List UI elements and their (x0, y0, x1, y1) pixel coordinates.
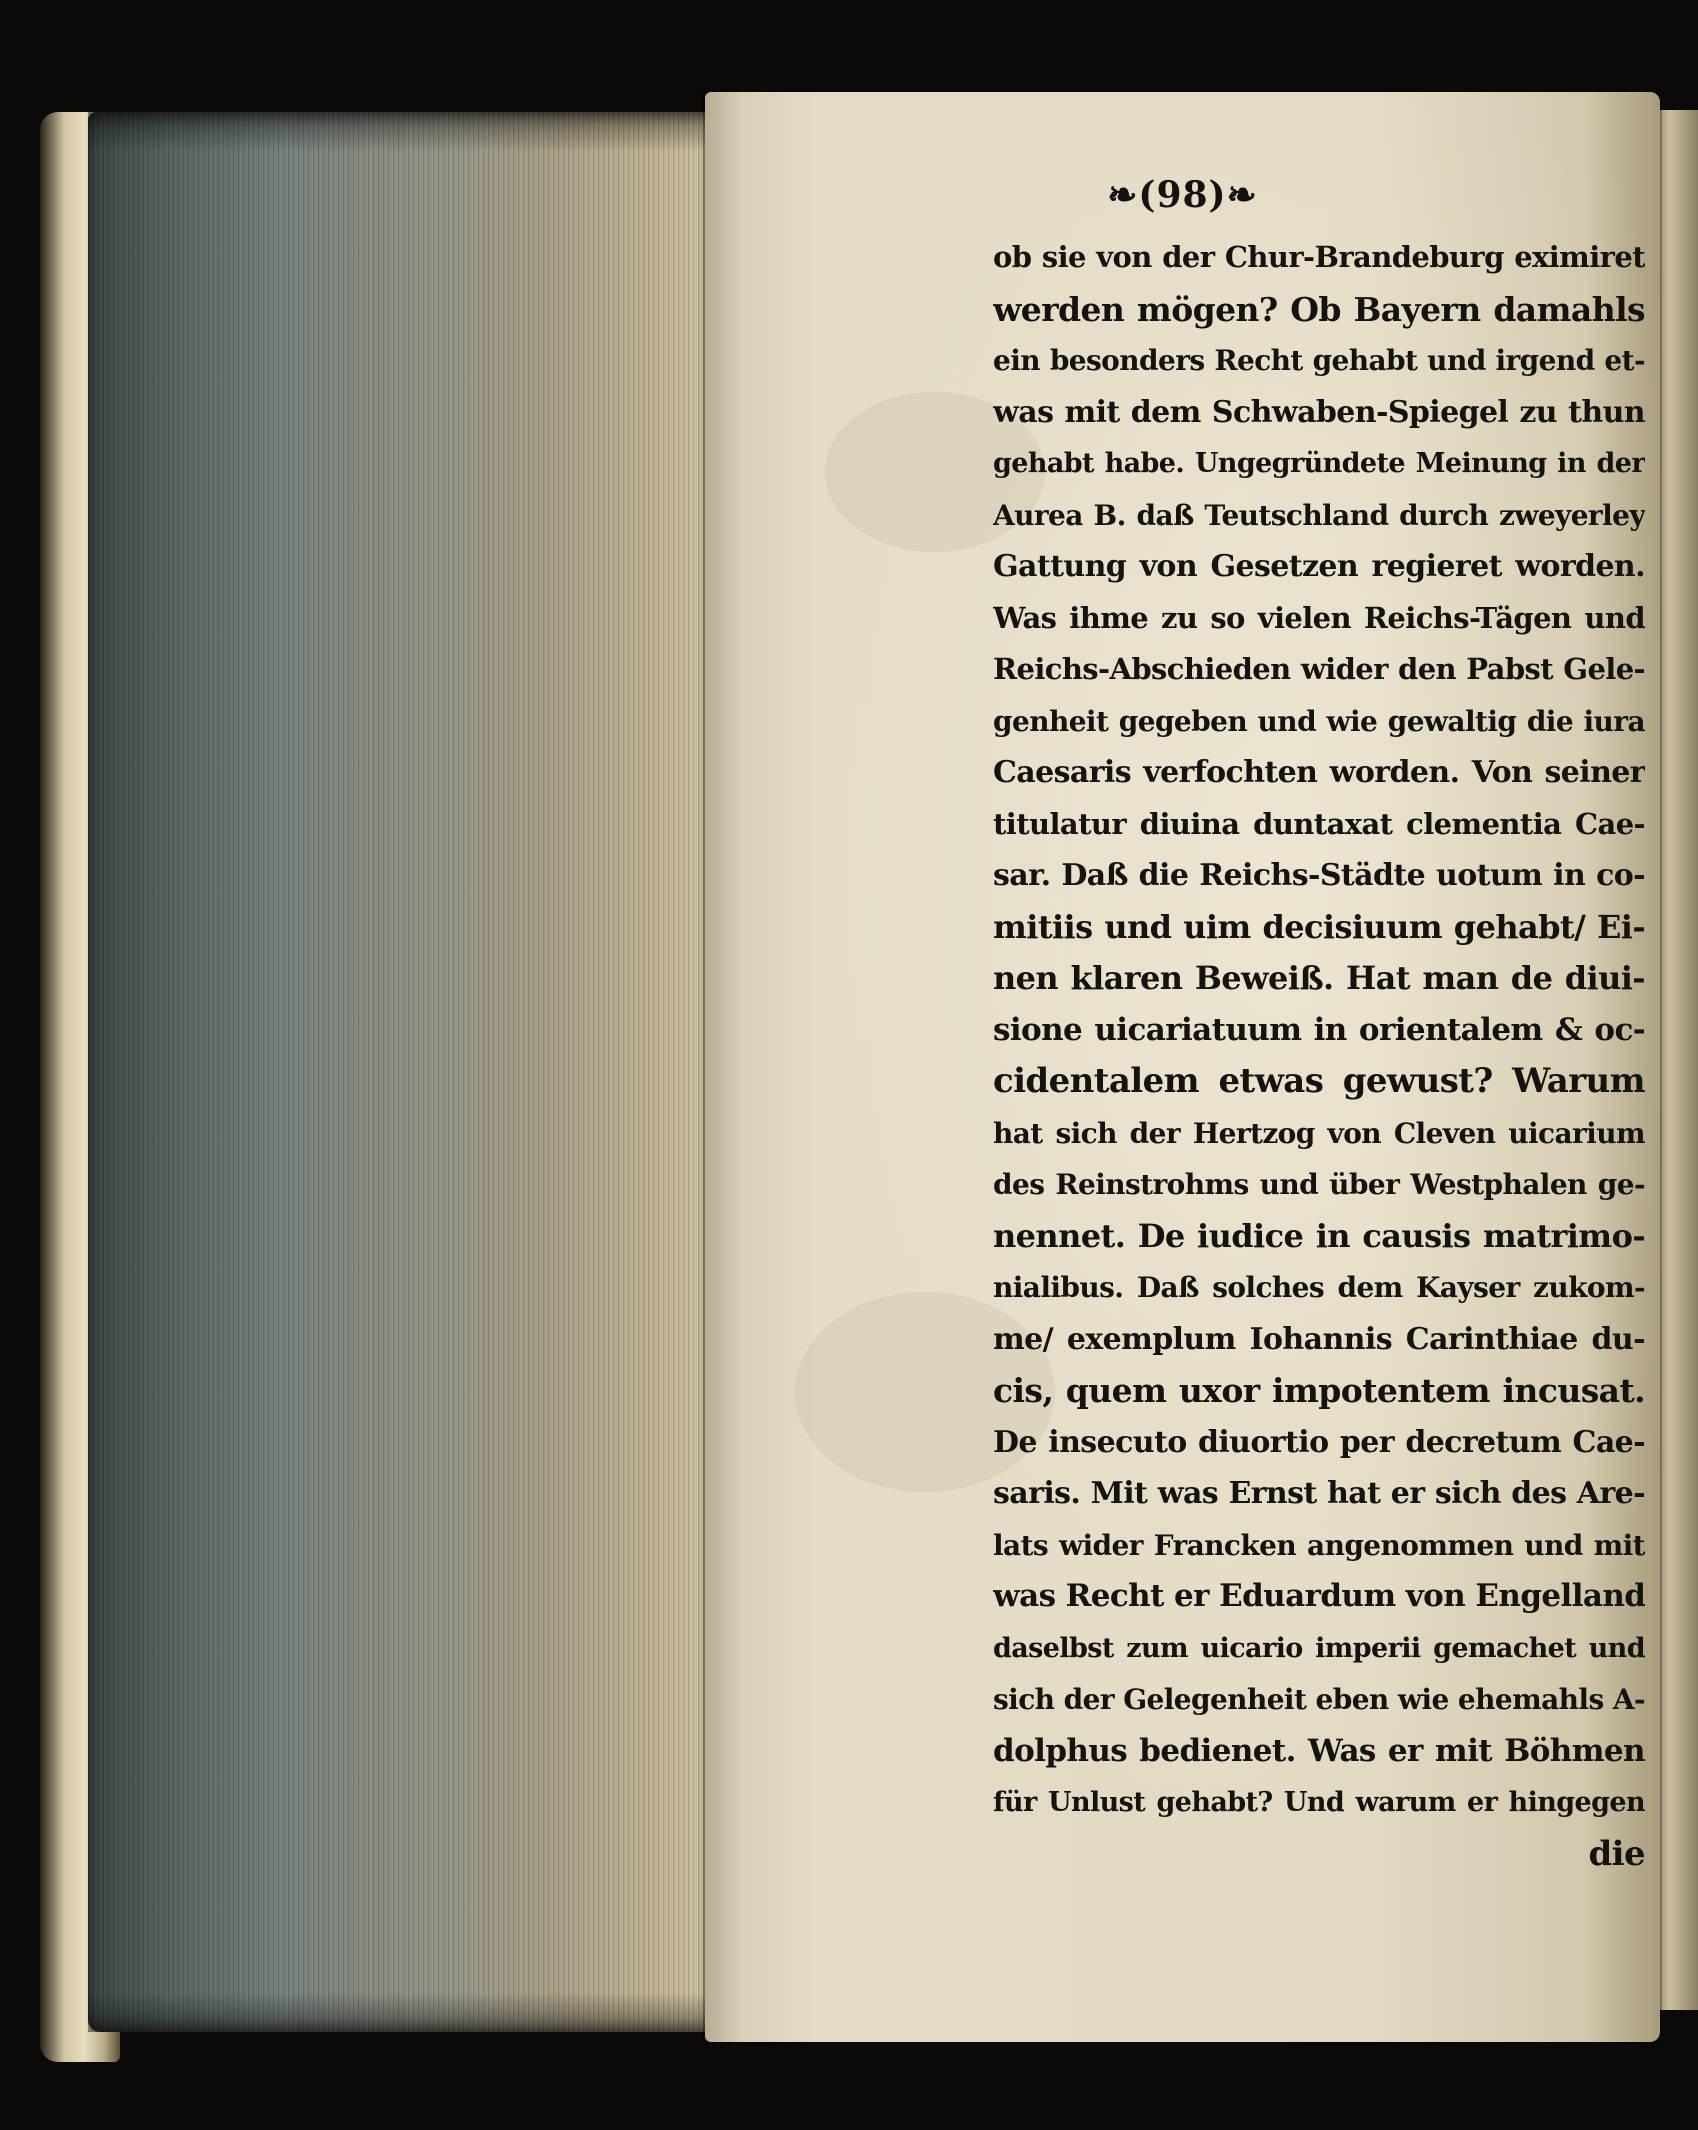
text-line: die (1588, 1833, 1645, 1874)
text-line: nennet. De iudice in causis matrimo- (993, 1216, 1645, 1255)
text-line: hat sich der Hertzog von Cleven uicarium (993, 1116, 1645, 1150)
text-line: Was ihme zu so vielen Reichs-Tägen und (993, 600, 1645, 635)
page-text (993, 232, 1645, 1880)
text-line: nialibus. Daß solches dem Kayser zukom- (993, 1271, 1645, 1304)
text-line: was Recht er Eduardum von Engelland (993, 1578, 1645, 1614)
text-line: des Reinstrohms und über Westphalen ge- (993, 1168, 1645, 1201)
text-line: dolphus bedienet. Was er mit Böhmen (993, 1732, 1645, 1769)
text-line: ein besonders Recht gehabt und irgend et- (993, 344, 1645, 377)
text-line: genheit gegeben und wie gewaltig die iura (993, 704, 1645, 738)
text-line: Reichs-Abschieden wider den Pabst Gele- (993, 652, 1645, 686)
text-line: Aurea B. daß Teutschland durch zweyerley (993, 498, 1645, 532)
text-line: sich der Gelegenheit eben wie ehemahls A- (993, 1683, 1645, 1716)
text-line: Gattung von Gesetzen regieret worden. (993, 549, 1645, 584)
text-line: mitiis und uim decisiuum gehabt/ Ei- (993, 907, 1645, 946)
text-line: De insecuto diuortio per decretum Cae- (993, 1424, 1645, 1460)
text-line: für Unlust gehabt? Und warum er hingegen (993, 1787, 1645, 1818)
page-number-header: ❧(98)❧ (1107, 174, 1258, 216)
text-line: lats wider Francken angenommen und mit (993, 1528, 1645, 1562)
text-line: Caesaris verfochten worden. Von seiner (993, 755, 1645, 790)
book-page (705, 92, 1660, 2042)
text-line: was mit dem Schwaben-Spiegel zu thun (993, 394, 1645, 430)
text-line: titulatur diuina duntaxat clementia Cae- (993, 806, 1645, 841)
text-line: werden mögen? Ob Bayern damahls (993, 289, 1645, 329)
text-line: ob sie von der Chur-Brandeburg eximiret (993, 240, 1645, 274)
text-line: cis, quem uxor impotentem incusat. (993, 1371, 1645, 1410)
text-line: sar. Daß die Reichs-Städte uotum in co- (993, 858, 1645, 893)
text-line: me/ exemplum Iohannis Carinthiae du- (993, 1321, 1645, 1357)
text-line: gehabt habe. Ungegründete Meinung in der (993, 448, 1645, 479)
text-line: cidentalem etwas gewust? Warum (993, 1061, 1645, 1101)
text-line: saris. Mit was Ernst hat er sich des Are- (993, 1476, 1645, 1511)
page-edges-block (88, 112, 708, 2032)
text-line: nen klaren Beweiß. Hat man de diui- (993, 959, 1645, 997)
text-line: sione uicariatuum in orientalem & oc- (993, 1011, 1645, 1048)
text-line: daselbst zum uicario imperii gemachet und (993, 1632, 1645, 1664)
